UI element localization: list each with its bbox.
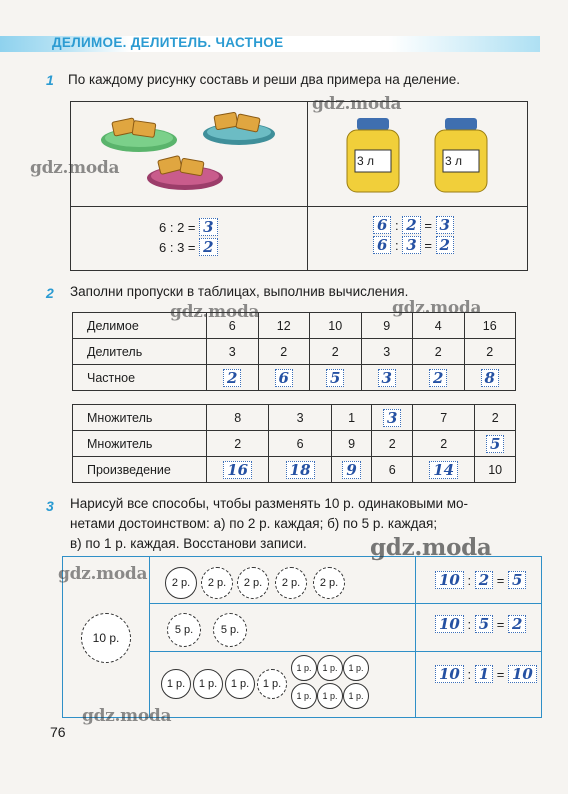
table-row: Делитель 3 2 2 3 2 2 [73,339,516,365]
coin-2-rub: 2 р. [313,567,345,599]
equation-row: 10 : 1 = 10 [435,665,537,683]
task3-line: Нарисуй все способы, чтобы разменять 10 р. одинаковыми мо- [70,496,469,511]
equation-row: 10 : 5 = 2 [435,615,526,633]
table-factors-product [72,404,516,483]
watermark: gdz.moda [170,302,260,322]
equation-row: 6 : 2 = 3 [159,218,218,236]
task2-number: 2 [46,285,54,301]
task3-line: в) по 1 р. каждая. Восстанови записи. [70,536,307,551]
task1-number: 1 [46,72,54,88]
coin-1-rub: 1 р. [193,669,223,699]
coin-2-rub: 2 р. [237,567,269,599]
coin-1-rub: 1 р. [291,683,317,709]
cookies-plates-illustration [91,108,301,202]
table-row: Множитель 8 3 1 3 7 2 [73,405,516,431]
task2-text: Заполни пропуски в таблицах, выполнив вычисления. [70,284,409,299]
watermark: gdz.moda [30,158,120,178]
table-row: Множитель 2 6 9 2 2 5 [73,431,516,457]
jar-label: 3 л [445,154,463,168]
jar-label: 3 л [357,154,375,168]
equation-row: 6 : 3 = 2 [159,238,218,256]
coin-1-rub: 1 р. [225,669,255,699]
table-row: Произведение 16 18 9 6 14 10 [73,457,516,483]
watermark: gdz.moda [392,298,482,318]
page-number: 76 [50,724,66,740]
coin-10-rub: 10 р. [81,613,131,663]
page-title: ДЕЛИМОЕ. ДЕЛИТЕЛЬ. ЧАСТНОЕ [52,35,284,50]
watermark: gdz.moda [312,94,402,114]
table-row: Делимое 6 12 10 9 4 16 [73,313,516,339]
table-dividend-divisor [72,312,516,391]
coin-1-rub: 1 р. [317,683,343,709]
table-row: Частное 2 6 5 3 2 8 [73,365,516,391]
coin-1-rub: 1 р. [343,655,369,681]
coin-1-rub: 1 р. [291,655,317,681]
task1-text: По каждому рисунку составь и реши два примера на деление. [68,72,461,87]
answer-box[interactable]: 3 [199,218,217,236]
coin-1-rub: 1 р. [161,669,191,699]
equation-row: 6 : 3 = 2 [373,236,454,254]
watermark: gdz.moda [82,706,172,726]
task3-number: 3 [46,498,54,514]
coin-1-rub: 1 р. [343,683,369,709]
task3-line: нетами достоинством: а) по 2 р. каждая; б) по 5 р. каждая; [70,516,438,531]
watermark: gdz.moda [58,564,148,584]
answer-box[interactable]: 2 [199,238,217,256]
watermark: gdz.moda [370,534,492,561]
coin-5-rub: 5 р. [213,613,247,647]
coin-1-rub: 1 р. [317,655,343,681]
coin-2-rub: 2 р. [275,567,307,599]
coin-5-rub: 5 р. [167,613,201,647]
coin-2-rub: 2 р. [201,567,233,599]
coin-2-rub: 2 р. [165,567,197,599]
equation-row: 6 : 2 = 3 [373,216,454,234]
task1-box [70,101,528,271]
coin-1-rub: 1 р. [257,669,287,699]
equation-row: 10 : 2 = 5 [435,571,526,589]
